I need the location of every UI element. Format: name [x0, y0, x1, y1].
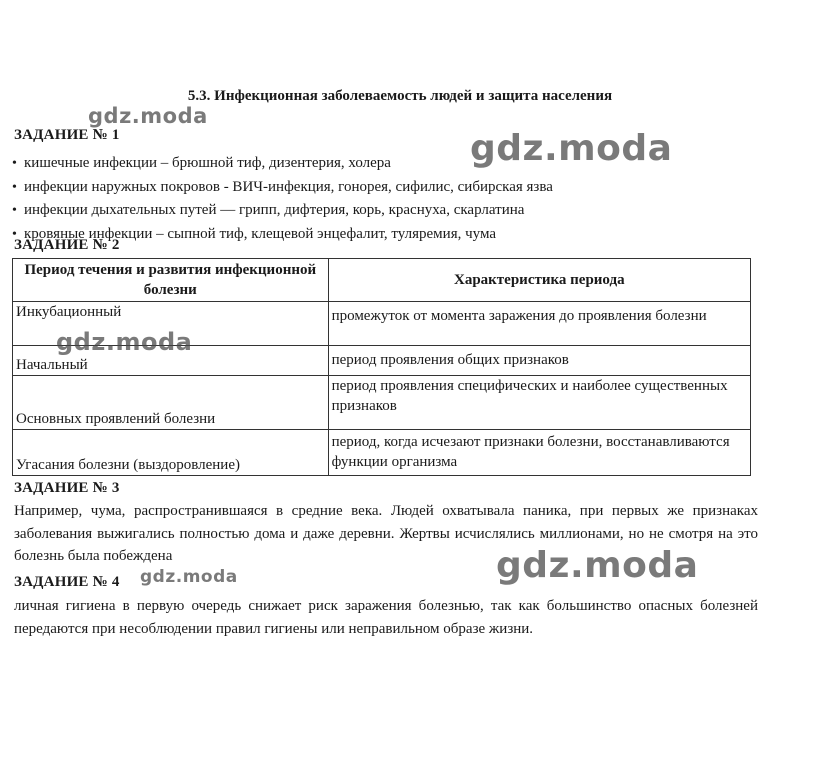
section-title: 5.3. Инфекционная заболеваемость людей и защита населения — [187, 88, 613, 104]
list-item: • инфекции наружных покровов - ВИЧ-инфекция, гонорея, сифилис, сибирская язва — [12, 176, 553, 200]
period-cell: Угасания болезни (выздоровление) — [13, 430, 329, 476]
list-item: • кишечные инфекции – брюшной тиф, дизентерия, холера — [12, 152, 553, 176]
description-cell: период проявления специфических и наиболее существенных признаков — [328, 376, 750, 430]
disease-periods-table — [12, 258, 751, 476]
task3-answer: Например, чума, распространившаяся в средние века. Людей охватывала паника, при первых же признаках заболевания выжигались полностью дома и даже деревни. Жертвы исчислялись миллионами, но не смотря на это болезнь была побеждена — [14, 503, 758, 564]
task2-heading: ЗАДАНИЕ № 2 — [14, 237, 120, 253]
table-row — [13, 346, 751, 376]
watermark: gdz.moda — [470, 128, 673, 169]
table-row — [13, 430, 751, 476]
period-cell: Основных проявлений болезни — [13, 376, 329, 430]
description-cell: период проявления общих признаков — [328, 346, 750, 376]
period-cell: Инкубационный — [13, 302, 329, 346]
description-cell: промежуток от момента заражения до проявления болезни — [328, 302, 750, 346]
period-cell: Начальный — [13, 346, 329, 376]
column-header-period: Период течения и развития инфекционной болезни — [13, 259, 329, 302]
table-row — [13, 302, 751, 346]
task4-answer: личная гигиена в первую очередь снижает риск заражения болезнью, так как большинство опасных болезней передаются при несоблюдении правил гигиены или неправильном образе жизни. — [14, 598, 758, 637]
watermark: gdz.moda — [140, 567, 238, 587]
watermark: gdz.moda — [496, 545, 699, 586]
infection-list — [12, 152, 553, 246]
watermark: gdz.moda — [88, 104, 208, 128]
task3-heading: ЗАДАНИЕ № 3 — [14, 480, 120, 496]
table-header-row — [13, 259, 751, 302]
list-item: • кровяные инфекции – сыпной тиф, клещевой энцефалит, туляремия, чума — [12, 223, 553, 247]
table-row — [13, 376, 751, 430]
list-item: • инфекции дыхательных путей — грипп, дифтерия, корь, краснуха, скарлатина — [12, 199, 553, 223]
description-cell: период, когда исчезают признаки болезни, восстанавливаются функции организма — [328, 430, 750, 476]
task1-heading: ЗАДАНИЕ № 1 — [14, 127, 120, 143]
watermark: gdz.moda — [56, 328, 193, 356]
column-header-description: Характеристика периода — [328, 259, 750, 302]
task4-heading: ЗАДАНИЕ № 4 — [14, 574, 120, 590]
